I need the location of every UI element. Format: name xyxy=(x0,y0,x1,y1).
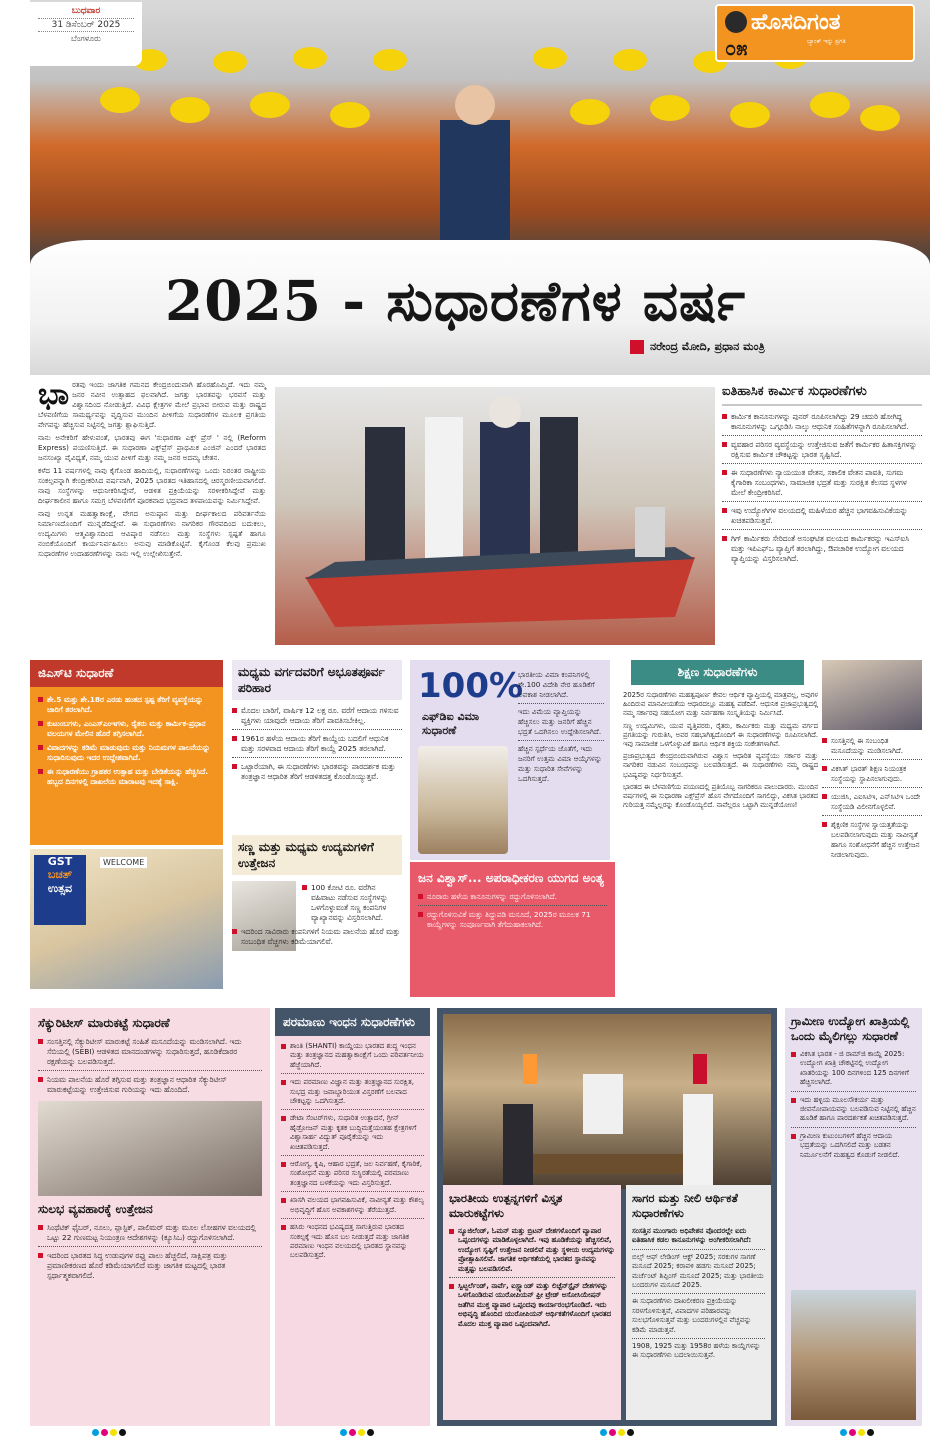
fdi-big: 100% xyxy=(418,666,524,706)
list-item: ಹಸಿರು ಇಂಧನದ ಭವಿಷ್ಯದತ್ತ ಸಾಗುತ್ತಿರುವ ಭಾರತದ ಸಂಕಲ್ಪಕ್ಕೆ ಇದು ಹೊಸ ಬಲ ನೀಡುತ್ತದೆ ಮತ್ತು ಜಾಗತಿಕ ಪರಮಾಣು ಇಂಧನ ವಲಯದಲ್ಲಿ ಭಾರತದ ಸ್ಥಾನವನ್ನು ಬಲಪಡಿಸುತ್ತದೆ. xyxy=(281,1223,424,1261)
list-item: 1961ರ ಹಳೆಯ ಆದಾಯ ತೆರಿಗೆ ಕಾಯ್ದೆಯ ಬದಲಿಗೆ ಆಧುನಿಕ ಮತ್ತು ಸರಳವಾದ ಆದಾಯ ತೆರಿಗೆ ಕಾಯ್ದೆ 2025 ತರಲಾಗಿದೆ. xyxy=(232,734,402,758)
gst-banner xyxy=(34,855,86,925)
list-item: ಈ ಸುಧಾರಣೆಗಳು ನ್ಯಾಯಯುತ ವೇತನ, ಸಕಾಲಿಕ ವೇತನ ಪಾವತಿ, ಸುಗಮ ಕೈಗಾರಿಕಾ ಸಂಬಂಧಗಳು, ಸಾಮಾಜಿಕ ಭದ್ರತೆ ಮತ್ತು ಸುರಕ್ಷಿತ ಕೆಲಸದ ಸ್ಥಳಗಳ ಮೇಲೆ ಕೇಂದ್ರೀಕರಿಸಿವೆ. xyxy=(722,468,922,502)
list-item: ಒಟ್ಟಾರೆಯಾಗಿ, ಈ ಸುಧಾರಣೆಗಳು ಭಾರತವನ್ನು ಪಾರದರ್ಶಕ ಮತ್ತು ತಂತ್ರಜ್ಞಾನ ಆಧಾರಿತ ತೆರಿಗೆ ಆಡಳಿತದತ್ತ ಕೊಂಡೊಯ್ಯುತ್ತವೆ. xyxy=(232,762,402,782)
fdi-sub: ಎಫ್‌ಡಿಐ ವಿಮಾ ಸುಧಾರಣೆ xyxy=(422,710,479,737)
nuclear-title: ಪರಮಾಣು ಇಂಧನ ಸುಧಾರಣೆಗಳು xyxy=(275,1008,430,1036)
list-item: ಸಿಂಥೆಟಿಕ್ ಫೈಬರ್, ನೂಲು, ಪ್ಲಾಸ್ಟಿಕ್, ಪಾಲಿಮರ್ ಮತ್ತು ಮೂಲ ಲೋಹಗಳ ವಲಯದಲ್ಲಿ ಒಟ್ಟು 22 ಗುಣಮಟ್ಟ ನಿಯಂತ್ರಣ ಆದೇಶಗಳನ್ನು (ಕ್ಯೂಸಿಒ) ರದ್ದುಗೊಳಿಸಲಾಗಿದೆ. xyxy=(38,1223,262,1247)
list-item: ವ್ಯವಹಾರ ಪರಿಸರ ವ್ಯವಸ್ಥೆಯನ್ನು ಉತ್ತೇಜಿಸುವ ಜತೆಗೆ ಕಾರ್ಮಿಕರ ಹಿತಾಸಕ್ತಿಗಳನ್ನು ರಕ್ಷಿಸುವ ಕಾರ್ಮಿಕ ಚೌಕಟ್ಟನ್ನು ಭಾರತ ಸೃಷ್ಟಿಸಿದೆ. xyxy=(722,440,922,464)
sea-para-2: ಈ ಸುಧಾರಣೆಗಳು ದಾಖಲೀಕರಣ ಪ್ರಕ್ರಿಯೆಯನ್ನು ಸರಳಗೊಳಿಸುತ್ತವೆ, ವಿವಾದಗಳ ಪರಿಹಾರವನ್ನು ಸುಲಭಗೊಳಿಸುತ್ತವೆ ಮತ್ತು ಬಂದರುಗಳಲ್ಲಿನ ವೆಚ್ಚವನ್ನು ಕಡಿಮೆ ಮಾಡುತ್ತವೆ. xyxy=(632,1294,765,1339)
logo-emblem-icon xyxy=(725,11,747,33)
middle-class-panel xyxy=(232,660,402,850)
rural-workers-photo xyxy=(791,1290,916,1420)
color-marks xyxy=(92,1429,126,1437)
lead-para-1: ರತವು ಇಂದು ಜಾಗತಿಕ ಗಮನದ ಕೇಂದ್ರಬಿಂದುವಾಗಿ ಹೊರಹೊಮ್ಮಿದೆ. ಇದು ನಮ್ಮ ಜನರ ನವೀನ ಉತ್ಸಾಹದ ಫಲವಾಗಿದೆ. ಜಗತ್ತು ಭಾರತವನ್ನು ಭರವಸೆ ಮತ್ತು ವಿಶ್ವಾಸದಿಂದ ನೋಡುತ್ತಿದೆ. ವಿವಿಧ ಕ್ಷೇತ್ರಗಳ ಮೇಲೆ ಪ್ರಭಾವ ಬೀರುವ ಮತ್ತು ರಾಷ್ಟ್ರದ ಬೆಳವಣಿಗೆಯ ಸಾಮರ್ಥ್ಯವನ್ನು ವೃದ್ಧಿಸುವ ಮುಂದಿನ ಪೀಳಿಗೆಯ ಸುಧಾರಣೆಗಳ ಮೂಲಕ ಪ್ರಗತಿಯ ವೇಗವನ್ನು ಹೆಚ್ಚಿಸುವ ನಿಟ್ಟಿನಲ್ಲಿ ಜಗತ್ತು ಶ್ಲಾಘಿಸುತ್ತಿದೆ. xyxy=(38,380,266,429)
list-item: ಕಾರ್ಮಿಕ ಕಾನೂನುಗಳನ್ನು ಪುನರ್ ರೂಪಿಸಲಾಗಿದ್ದು 29 ಚದುರಿ ಹೋಗಿದ್ದ ಕಾನೂನುಗಳನ್ನು ಒಗ್ಗೂಡಿಸಿ ನಾಲ್ಕು ಆಧುನಿಕ ಸಂಹಿತೆಗಳನ್ನಾಗಿ ರೂಪಿಸಲಾಗಿದೆ. xyxy=(722,412,922,436)
list-item: ವಿಕಸಿತ ಭಾರತ - ಜಿ ರಾಮ್‌ಜಿ ಕಾಯ್ದೆ 2025: ಉದ್ಯೋಗ ಖಾತ್ರಿ ಚೌಕಟ್ಟಿನಲ್ಲಿ ಉದ್ಯೋಗ ಖಾತರಿಯನ್ನು 100 ದಿನಗಳಿಂದ 125 ದಿನಗಳಿಗೆ ಹೆಚ್ಚಿಸಲಾಗಿದೆ. xyxy=(791,1050,916,1092)
rural-title: ಗ್ರಾಮೀಣ ಉದ್ಯೋಗ ಖಾತ್ರಿಯಲ್ಲಿ ಒಂದು ಮೈಲಿಗಲ್ಲು ಸುಧಾರಣೆ xyxy=(791,1014,910,1043)
dateline xyxy=(30,2,142,66)
list-item: ಇದು ಹಳ್ಳಿಯ ಮೂಲಸೌಕರ್ಯ ಮತ್ತು ಜೀವನೋಪಾಯವನ್ನು ಬಲಪಡಿಸುವ ನಿಟ್ಟಿನಲ್ಲಿ ಹೆಚ್ಚಿನ ಹೂಡಿಕೆ ಹಾಗೂ ಪಾರದರ್ಶಕತೆ ಖಚಿತಪಡಿಸುತ್ತದೆ. xyxy=(791,1096,916,1128)
list-item: ಖಾಸಗಿ ವಲಯದ ಭಾಗವಹಿಸುವಿಕೆ, ನಾವೀನ್ಯತೆ ಮತ್ತು ಕೌಶಲ್ಯ ಅಭಿವೃದ್ಧಿಗೆ ಹೊಸ ಅವಕಾಶಗಳನ್ನು ತೆರೆಯುತ್ತದೆ. xyxy=(281,1196,424,1219)
trade-deal-photo xyxy=(443,1014,771,1189)
list-item: ನಿಯಮ ಪಾಲನೆಯ ಹೊರೆ ತಗ್ಗಿಸುವ ಮತ್ತು ತಂತ್ರಜ್ಞಾನ ಆಧಾರಿತ ಸೆಕ್ಯುರಿಟೀಸ್ ಮಾರುಕಟ್ಟೆಯನ್ನು ಉತ್ತೇಜಿಸುವ ಗುರಿಯನ್ನು ಇದು ಹೊಂದಿದೆ. xyxy=(38,1075,262,1095)
page-title: 2025 - ಸುಧಾರಣೆಗಳ ವರ್ಷ xyxy=(165,268,746,333)
education-para-1: 2025ರ ಸುಧಾರಣೆಗಳು ಮಹತ್ವಪೂರ್ಣ ಕೇವಲ ಆರ್ಥಿಕ ವ್ಯಾಪ್ತಿಯಲ್ಲಿ ಮಾತ್ರವಲ್ಲ, ಅವುಗಳ ಹಿಂದಿರುವ ಮಾನವೀಯತೆಯ ಆಧಾರದಲ್ಲೂ ಮಹತ್ವ ಪಡೆದಿವೆ. ಆಧುನಿಕ ಪ್ರಜಾಪ್ರಭುತ್ವದಲ್ಲಿ ನಮ್ಮ ಸರ್ಕಾರವು ಸಹಯೋಗ ಮತ್ತು ನಿರ್ವಹಣಾ ಸಂಸ್ಕೃತಿಯನ್ನು ನಿರ್ಮಿಸಿದೆ. xyxy=(623,691,818,718)
labour-list xyxy=(722,412,922,564)
sea-para-3: 1908, 1925 ಮತ್ತು 1958ರ ಹಳೆಯ ಕಾಯ್ದೆಗಳನ್ನು ಈ ಸುಧಾರಣೆಗಳು ಬದಲಾಯಿಸುತ್ತವೆ. xyxy=(632,1342,761,1360)
list-item: ಮೊದಲ ಬಾರಿಗೆ, ವಾರ್ಷಿಕ 12 ಲಕ್ಷ ರೂ. ವರೆಗೆ ಆದಾಯ ಗಳಿಸುವ ವ್ಯಕ್ತಿಗಳು ಯಾವುದೇ ಆದಾಯ ತೆರಿಗೆ ಪಾವತಿಸಬೇಕಿಲ್ಲ. xyxy=(232,706,402,730)
paper-name: ಹೊಸದಿಗಂತ xyxy=(751,10,841,35)
students-photo xyxy=(822,660,922,730)
coins-photo xyxy=(418,746,508,854)
list-item: ನ್ಯೂಜಿಲೆಂಡ್, ಓಮನ್ ಮತ್ತು ಬ್ರಿಟನ್ ದೇಶಗಳೊಂದಿಗೆ ವ್ಯಾಪಾರ ಒಪ್ಪಂದಗಳನ್ನು ಮಾಡಿಕೊಳ್ಳಲಾಗಿದೆ. ಇವು ಹೂಡಿಕೆಯನ್ನು ಹೆಚ್ಚಿಸಲಿವೆ, ಉದ್ಯೋಗ ಸೃಷ್ಟಿಗೆ ಉತ್ತೇಜನ ನೀಡಲಿವೆ ಮತ್ತು ಸ್ಥಳೀಯ ಉದ್ಯಮಗಳನ್ನು ಪ್ರೋತ್ಸಾಹಿಸಲಿವೆ. ಜಾಗತಿಕ ಆರ್ಥಿಕತೆಯಲ್ಲಿ ಭಾರತದ ಸ್ಥಾನವನ್ನು ಮತ್ತಷ್ಟು ಬಲಪಡಿಸಲಿವೆ. xyxy=(449,1227,615,1278)
middle-title: ಮಧ್ಯಮ ವರ್ಗದವರಿಗೆ ಅಭೂತಪೂರ್ವ ಪರಿಹಾರ xyxy=(232,660,402,700)
list-item: ವಿವಾದಗಳನ್ನು ಕಡಿಮೆ ಮಾಡುವುದು ಮತ್ತು ನಿಯಮಗಳ ಪಾಲನೆಯನ್ನು ಸುಧಾರಿಸುವುದು ಇದರ ಉದ್ದೇಶವಾಗಿದೆ. xyxy=(38,743,215,763)
lead-para-4: ನಾವು ಉನ್ನತ ಮಹತ್ವಾಕಾಂಕ್ಷೆ, ವೇಗದ ಅನುಷ್ಠಾನ ಮತ್ತು ದೀರ್ಘಕಾಲದ ಪರಿವರ್ತನೆಯ ನಿರ್ಮಾಣದೊಂದಿಗೆ ಮುನ್ನಡೆದಿದ್ದೇವೆ. ಈ ಸುಧಾರಣೆಗಳು ನಾಗರಿಕರ ಗೌರವದಿಂದ ಬದುಕಲು, ಉದ್ಯಮಿಗಳು ಆತ್ಮವಿಶ್ವಾಸದಿಂದ ಆವಿಷ್ಕಾರ ನಡೆಸಲು ಮತ್ತು ಸಂಸ್ಥೆಗಳು ಸ್ಪಷ್ಟತೆ ಹಾಗೂ ನಂಬಿಕೆಯೊಂದಿಗೆ ಕಾರ್ಯನಿರ್ವಹಿಸಲು ಅನುವು ಮಾಡಿಕೊಟ್ಟಿವೆ. ಕೈಗೊಂಡ ಕೆಲವು ಪ್ರಮುಖ ಸುಧಾರಣೆಗಳ ಉದಾಹರಣೆಗಳನ್ನು ನಾನು ಇಲ್ಲಿ ಉಲ್ಲೇಖಿಸುತ್ತೇನೆ. xyxy=(38,509,266,558)
lead-article xyxy=(38,377,266,650)
dropcap: ಭಾ xyxy=(38,377,70,412)
labour-title: ಐತಿಹಾಸಿಕ ಕಾರ್ಮಿಕ ಸುಧಾರಣೆಗಳು xyxy=(722,383,922,406)
market-panel xyxy=(443,1185,621,1420)
byline xyxy=(630,340,765,354)
fdi-para-1: ಭಾರತೀಯ ವಿಮಾ ಕಂಪನಿಗಳಲ್ಲಿ ಶೇ.100 ವಿದೇಶಿ ನೇರ ಹೂಡಿಕೆಗೆ ಅವಕಾಶ ನೀಡಲಾಗಿದೆ. xyxy=(518,670,604,704)
list-item: 100 ಕೋಟಿ ರೂ. ವರೆಗಿನ ವಹಿವಾಟು ನಡೆಸುವ ಸಂಸ್ಥೆಗಳನ್ನು ಒಳಗೊಳ್ಳುವಂತೆ ಸಣ್ಣ ಕಂಪನಿಗಳ ವ್ಯಾಖ್ಯಾನವನ್ನು ವಿಸ್ತರಿಸಲಾಗಿದೆ. xyxy=(302,883,402,923)
sea-para-1: ಬಿಲ್ಸ್ ಆಫ್ ಲೇಡಿಂಗ್ ಆಕ್ಟ್ 2025; ಸರಕುಗಳ ಸಾಗಣೆ ಮಸೂದೆ 2025; ಕರಾವಳಿ ಹಡಗು ಮಸೂದೆ 2025; ಮರ್ಚೆಂಟ್ ಶಿಪ್ಪಿಂಗ್ ಮಸೂದೆ 2025; ಮತ್ತು ಭಾರತೀಯ ಬಂದರುಗಳ ಮಸೂದೆ 2025. xyxy=(632,1250,765,1295)
list-item: ಇದರಿಂದ ಭಾರತದ ಸಿದ್ಧ ಉಡುಪುಗಳ ರಫ್ತು ಪಾಲು ಹೆಚ್ಚಲಿದೆ, ಸಾಕ್ಷಿಪತ್ರ ಮತ್ತು ಪ್ರಮಾಣೀಕರಣದ ಹೊರೆ ಕಡಿಮೆಯಾಗಲಿದೆ ಮತ್ತು ಜಾಗತಿಕ ಮಟ್ಟದಲ್ಲಿ ಭಾರತ ಸ್ಪರ್ಧಾತ್ಮಕವಾಗಲಿದೆ. xyxy=(38,1251,262,1281)
ship-illustration xyxy=(275,387,715,645)
dateline-day: ಬುಧವಾರ xyxy=(71,6,101,16)
color-marks xyxy=(840,1429,874,1437)
sea-bold: ಸಂಸತ್ತಿನ ಮುಂಗಾರು ಅಧಿವೇಶನ ವೊಂದರಲ್ಲೇ ಐದು ಐತಿಹಾಸಿಕ ಕಡಲ ಕಾನೂನುಗಳನ್ನು ಅಂಗೀಕರಿಸಲಾಗಿದೆ: xyxy=(632,1227,765,1250)
trade-title: ಸುಲಭ ವ್ಯವಹಾರಕ್ಕೆ ಉತ್ತೇಜನ xyxy=(38,1202,153,1216)
rural-panel xyxy=(785,1008,922,1426)
education-para-4: ಭಾರತದ ಈ ಬೆಳವಣಿಗೆಯ ಪಯಣದಲ್ಲಿ ಪ್ರತಿಯೊಬ್ಬ ನಾಗರಿಕರೂ ಪಾಲುದಾರರು. ಮುಂದಿನ ವರ್ಷಗಳಲ್ಲಿ ಈ ಸುಧಾರಣಾ ಎಕ್ಸ್‌ಪ್ರೆಸ್ ಹೊಸ ವೇಗದೊಂದಿಗೆ ಸಾಗಲಿದ್ದು, ವಿಕಸಿತ ಭಾರತದ ಗುರಿಯತ್ತ ನಮ್ಮೆಲ್ಲರನ್ನು ಕೊಂಡೊಯ್ಯಲಿದೆ. ನಾವೆಲ್ಲರೂ ಒಟ್ಟಾಗಿ ಮುನ್ನಡೆಯೋಣ! xyxy=(623,782,818,810)
gst-box xyxy=(30,687,223,845)
headline-band xyxy=(30,240,930,375)
gst-title: ಜಿಎಸ್‌ಟಿ ಸುಧಾರಣೆ xyxy=(30,660,223,687)
list-item: ಶಾಂತಿ (SHANTI) ಕಾಯ್ದೆಯು ಭಾರತದ ಶುದ್ಧ ಇಂಧನ ಮತ್ತು ತಂತ್ರಜ್ಞಾನದ ಮಹತ್ವಾಕಾಂಕ್ಷೆಗೆ ಒಂದು ಪರಿವರ್ತನೀಯ ಹೆಜ್ಜೆಯಾಗಿದೆ. xyxy=(281,1042,424,1074)
color-marks xyxy=(600,1429,634,1437)
lead-para-3: ಕಳೆದ 11 ವರ್ಷಗಳಲ್ಲಿ ನಾವು ಕೈಗೊಂಡ ಹಾದಿಯಲ್ಲಿ, ಸುಧಾರಣೆಗಳನ್ನು ಒಂದು ನಿರಂತರ ರಾಷ್ಟ್ರೀಯ ಸಂಕಲ್ಪವನ್ನಾಗಿ ಕೇಂದ್ರೀಕರಿಸಿದ ವರ್ಷವಾಗಿ, 2025 ಭಾರತದ ಇತಿಹಾಸದಲ್ಲಿ ಚಿರಸ್ಮರಣೀಯವಾಗಲಿದೆ. ನಾವು ಸಂಸ್ಥೆಗಳನ್ನು ಆಧುನೀಕರಿಸಿದ್ದೇವೆ, ಆಡಳಿತ ಪ್ರಕ್ರಿಯೆಯನ್ನು ಸರಳೀಕರಿಸಿದ್ದೇವೆ ಮತ್ತು ದೀರ್ಘಕಾಲೀನ ಹಾಗೂ ಸಮಗ್ರ ಬೆಳವಣಿಗೆಗೆ ಪೂರಕವಾದ ಭದ್ರವಾದ ತಳಪಾಯವನ್ನು ನಿರ್ಮಿಸಿದ್ದೇವೆ. xyxy=(38,466,266,505)
education-para-3: ಪ್ರಜಾಪ್ರಭುತ್ವದ ಕೇಂದ್ರಬಿಂದುವಾಗಿರುವ ವಿಶ್ವಾಸ ಆಧಾರಿತ ವ್ಯವಸ್ಥೆಯು ಸರ್ಕಾರ ಮತ್ತು ನಾಗರಿಕರ ನಡುವಿನ ಸಂಬಂಧವನ್ನು ಬಲಪಡಿಸುತ್ತದೆ. ಈ ಸುಧಾರಣೆಗಳು ನಮ್ಮ ರಾಷ್ಟ್ರದ ಭವಿಷ್ಯವನ್ನು ನಿರ್ಧರಿಸುತ್ತವೆ. xyxy=(623,752,818,779)
byline-marker xyxy=(630,340,644,354)
list-item: ಆರೋಗ್ಯ, ಕೃಷಿ, ಆಹಾರ ಭದ್ರತೆ, ಜಲ ನಿರ್ವಹಣೆ, ಕೈಗಾರಿಕೆ, ಸಂಶೋಧನೆ ಮತ್ತು ಪರಿಸರ ಸುಸ್ಥಿರತೆಯಲ್ಲಿ ಪರಮಾಣು ತಂತ್ರಜ್ಞಾನದ ಬಳಕೆಯನ್ನು ಇದು ವಿಸ್ತರಿಸುತ್ತದೆ. xyxy=(281,1160,424,1192)
jan-title: ಜನ ವಿಶ್ವಾಸ್... ಅಪರಾಧೀಕರಣ ಯುಗದ ಅಂತ್ಯ xyxy=(418,871,604,885)
list-item: ಇದರಿಂದ ಸಾವಿರಾರು ಕಂಪನಿಗಳಿಗೆ ನಿಯಮ ಪಾಲನೆಯ ಹೊರೆ ಮತ್ತು ಸಂಬಂಧಿತ ವೆಚ್ಚಗಳು ಕಡಿಮೆಯಾಗಲಿವೆ. xyxy=(232,927,402,947)
sebi-title: ಸೆಕ್ಯುರಿಟೀಸ್ ಮಾರುಕಟ್ಟೆ ಸುಧಾರಣೆ xyxy=(38,1016,170,1030)
color-marks xyxy=(340,1429,374,1437)
welcome-sign: WELCOME xyxy=(100,857,147,868)
securities-panel xyxy=(30,1008,270,1426)
dateline-city: ಬೆಂಗಳೂರು xyxy=(71,34,101,43)
ship-model-photo xyxy=(275,387,715,645)
gst-banner-mid: ಬಚತ್ xyxy=(47,868,73,881)
dateline-date: 31 ಡಿಸೆಂಬರ್ 2025 xyxy=(38,18,134,32)
list-item: ಯುಜಿಸಿ, ಎಐಸಿಟಿಇ, ಎನ್‌ಸಿಟಿಇ ಒಂದೇ ಸಂಸ್ಥೆಯಡಿ ವಿಲೀನಗೊಳ್ಳಲಿವೆ. xyxy=(822,792,922,816)
education-title: ಶಿಕ್ಷಣ ಸುಧಾರಣೆಗಳು xyxy=(631,660,804,685)
list-item: ಶೇ.5 ಮತ್ತು ಶೇ.18ರ ಎರಡು ಹಂತದ ಸ್ಪಷ್ಟ ತೆರಿಗೆ ವ್ಯವಸ್ಥೆಯನ್ನು ಜಾರಿಗೆ ತರಲಾಗಿದೆ. xyxy=(38,695,215,715)
list-item: ರದ್ದುಗೊಳಿಸುವಿಕೆ ಮತ್ತು ತಿದ್ದುಪಡಿ ಮಸೂದೆ, 2025ರ ಮೂಲಕ 71 ಕಾಯ್ದೆಗಳನ್ನು ಸಂಪೂರ್ಣವಾಗಿ ತೆಗೆದುಹಾಕಲಾಗಿದೆ. xyxy=(418,910,607,930)
list-item: ಶೈಕ್ಷಣಿಕ ಸಂಸ್ಥೆಗಳ ಸ್ವಾಯತ್ತತೆಯನ್ನು ಬಲಪಡಿಸಲಾಗುವುದು ಮತ್ತು ನಾವೀನ್ಯತೆ ಹಾಗೂ ಸಂಶೋಧನೆಗೆ ಹೆಚ್ಚಿನ ಉತ್ತೇಜನ ನೀಡಲಾಗುವುದು. xyxy=(822,820,922,860)
education-sidebar xyxy=(822,660,922,1000)
textile-photo xyxy=(38,1101,262,1196)
list-item: ಈ ಸುಧಾರಣೆಯು ಗ್ರಾಹಕರ ಉತ್ಸಾಹ ಮತ್ತು ಬೇಡಿಕೆಯನ್ನು ಹೆಚ್ಚಿಸಿದೆ. ಹಬ್ಬದ ದಿನಗಳಲ್ಲಿ ದಾಖಲೆಯ ಮಾರಾಟವು ಇದಕ್ಕೆ ಸಾಕ್ಷಿ. xyxy=(38,767,215,787)
lead-para-2: ನಾನು ಅನೇಕರಿಗೆ ಹೇಳುವಂತೆ, ಭಾರತವು ಈಗ 'ಸುಧಾರಣಾ ಎಕ್ಸ್ ಪ್ರೆಸ್ ' ನಲ್ಲಿ (Reform Express) ಪಯಣಿಸುತ್ತಿದೆ. ಈ ಸುಧಾರಣಾ ಎಕ್ಸ್‌ಪ್ರೆಸ್ ಪ್ರಾಥಮಿಕ ಎಂಜಿನ್ ಎಂದರೆ ಭಾರತದ ಜನಸಂಖ್ಯಾ ವೈವಿಧ್ಯತೆ, ನಮ್ಮ ಯುವ ಪೀಳಿಗೆ ಮತ್ತು ನಮ್ಮ ಜನರ ಅದಮ್ಯ ಚೇತನ. xyxy=(38,433,266,462)
sea-title: ಸಾಗರ ಮತ್ತು ನೀಲಿ ಆರ್ಥಿಕತೆ ಸುಧಾರಣೆಗಳು xyxy=(632,1191,738,1220)
market-title: ಭಾರತೀಯ ಉತ್ಪನ್ನಗಳಿಗೆ ವಿಸ್ತೃತ ಮಾರುಕಟ್ಟೆಗಳು xyxy=(449,1191,563,1220)
msme-title: ಸಣ್ಣ ಮತ್ತು ಮಧ್ಯಮ ಉದ್ಯಮಗಳಿಗೆ ಉತ್ತೇಜನ xyxy=(232,835,402,875)
list-item: ಇವು ಉದ್ಯೋಗಿಗಳ ವಲಯದಲ್ಲಿ ಮಹಿಳೆಯರ ಹೆಚ್ಚಿನ ಭಾಗವಹಿಸುವಿಕೆಯನ್ನು ಖಚಿತಪಡಿಸುತ್ತವೆ. xyxy=(722,506,922,530)
fdi-text xyxy=(518,670,604,784)
fdi-para-2: ಇದು ವಿಮೆಯ ವ್ಯಾಪ್ತಿಯನ್ನು ಹೆಚ್ಚಿಸಲು ಮತ್ತು ಜನರಿಗೆ ಹೆಚ್ಚಿನ ಭದ್ರತೆ ಒದಗಿಸಲು ಉದ್ದೇಶಿಸಲಾಗಿದೆ. xyxy=(518,704,604,741)
list-item: ಗ್ರಾಮೀಣ ಕುಟುಂಬಗಳಿಗೆ ಹೆಚ್ಚಿನ ಆದಾಯ ಭದ್ರತೆಯನ್ನು ಒದಗಿಸಲಿದೆ ಮತ್ತು ಬಡತನ ನಿರ್ಮೂಲನೆಗೆ ಮಹತ್ವದ ಕೊಡುಗೆ ನೀಡಲಿದೆ. xyxy=(791,1132,916,1160)
paper-tagline: ಬ್ಯಾಂಕ್ ಇನ್ನು ಪ್ರಗತಿ xyxy=(807,38,846,45)
gst-banner-bot: ಉತ್ಸವ xyxy=(47,882,73,895)
meeting-illustration xyxy=(443,1014,771,1189)
nuclear-panel xyxy=(275,1008,430,1426)
byline-text: ನರೇಂದ್ರ ಮೋದಿ, ಪ್ರಧಾನ ಮಂತ್ರಿ xyxy=(650,340,765,353)
education-para-2: ಸಣ್ಣ ಉದ್ಯಮಿಗಳು, ಯುವ ವೃತ್ತಿಪರರು, ರೈತರು, ಕಾರ್ಮಿಕರು ಮತ್ತು ಮಧ್ಯಮ ವರ್ಗದ ಪ್ರಗತಿಯನ್ನು ಗುರುತಿಸಿ, ಅವರ ಸಹಭಾಗಿತ್ವದೊಂದಿಗೆ ಈ ಸುಧಾರಣೆಗಳನ್ನು ರೂಪಿಸಲಾಗಿದೆ. ಇವು ಸಾಮಾಜಿಕ ಒಳಗೊಳ್ಳುವಿಕೆ ಹಾಗೂ ಆರ್ಥಿಕ ಶಕ್ತಿಯ ಸಂಕೇತಗಳಾಗಿವೆ. xyxy=(623,721,818,749)
list-item: ಸಂಸತ್ತಿನಲ್ಲಿ ಸೆಕ್ಯುರಿಟೀಸ್ ಮಾರುಕಟ್ಟೆ ಸಂಹಿತೆ ಮಸೂದೆಯನ್ನು ಮಂಡಿಸಲಾಗಿದೆ. ಇದು ಸೆಬಿಯಲ್ಲಿ (SEBI) ಆಡಳಿತದ ಮಾನದಂಡಗಳನ್ನು ಸುಧಾರಿಸುತ್ತದೆ, ಹೂಡಿಕೆದಾರರ ರಕ್ಷಣೆಯನ್ನು ಬಲಪಡಿಸುತ್ತದೆ. xyxy=(38,1037,262,1071)
list-item: ಗಿಗ್ ಕಾರ್ಮಿಕರು ಸೇರಿದಂತೆ ಅಸಂಘಟಿತ ವಲಯದ ಕಾರ್ಮಿಕರನ್ನು ಇಎಸ್‌ಐಸಿ ಮತ್ತು ಇಪಿಎಫ್‌ಒ ವ್ಯಾಪ್ತಿಗೆ ತರಲಾಗಿದ್ದು, ಔಪಚಾರಿಕ ಉದ್ಯೋಗ ವಲಯದ ವ್ಯಾಪ್ತಿಯನ್ನು ವಿಸ್ತರಿಸಲಾಗಿದೆ. xyxy=(722,534,922,564)
list-item: ನೂರಾರು ಹಳೆಯ ಕಾನೂನುಗಳನ್ನು ರದ್ದುಗೊಳಿಸಲಾಗಿದೆ. xyxy=(418,892,607,906)
list-item: ಇದು ಪರಮಾಣು ವಿಜ್ಞಾನ ಮತ್ತು ತಂತ್ರಜ್ಞಾನದ ಸುರಕ್ಷಿತ, ಸುಭದ್ರ ಮತ್ತು ಜವಾಬ್ದಾರಿಯುತ ವಿಸ್ತರಣೆಗೆ ಬಲವಾದ ಚೌಕಟ್ಟನ್ನು ಒದಗಿಸುತ್ತದೆ. xyxy=(281,1078,424,1110)
jan-vishwas-panel xyxy=(410,862,615,997)
list-item: ಡೇಟಾ ಸೆಂಟರ್‌ಗಳು, ಸುಧಾರಿತ ಉತ್ಪಾದನೆ, ಗ್ರೀನ್ ಹೈಡ್ರೋಜನ್ ಮತ್ತು ಕೃತಕ ಬುದ್ಧಿಮತ್ತೆಯಂತಹ ಕ್ಷೇತ್ರಗಳಿಗೆ ವಿಶ್ವಾಸಾರ್ಹ ವಿದ್ಯುತ್ ಪೂರೈಕೆಯನ್ನು ಇದು ಖಚಿತಪಡಿಸುತ್ತದೆ. xyxy=(281,1114,424,1156)
gst-panel xyxy=(30,660,223,1000)
msme-panel xyxy=(232,835,402,1000)
gst-banner-top: GST xyxy=(47,855,73,868)
list-item: ಕುಟುಂಬಗಳು, ಎಂಎಸ್‌ಎಂಇಗಳು, ರೈತರು ಮತ್ತು ಕಾರ್ಮಿಕ-ಪ್ರಧಾನ ವಲಯಗಳ ಮೇಲಿನ ಹೊರೆ ತಗ್ಗಿಸಲಾಗಿದೆ. xyxy=(38,719,215,739)
labour-reforms xyxy=(722,383,922,653)
fdi-para-3: ಹೆಚ್ಚಿನ ಸ್ಪರ್ಧೆಯ ಜೊತೆಗೆ, ಇದು ಜನರಿಗೆ ಉತ್ತಮ ವಿಮಾ ಆಯ್ಕೆಗಳನ್ನು ಮತ್ತು ಸುಧಾರಿತ ಸೇವೆಗಳನ್ನು ಒದಗಿಸುತ್ತದೆ. xyxy=(518,744,603,783)
paper-logo xyxy=(715,4,915,62)
fdi-panel xyxy=(410,660,610,860)
list-item: ವಿಕಸಿತ್ ಭಾರತ್ ಶಿಕ್ಷಣ ನಿಯಂತ್ರಕ ಸಂಸ್ಥೆಯನ್ನು ಸ್ಥಾಪಿಸಲಾಗುವುದು. xyxy=(822,764,922,788)
list-item: ಸ್ವಿಟ್ಜರ್ಲೆಂಡ್, ನಾರ್ವೆ, ಐಸ್ಲ್ಯಾಂಡ್ ಮತ್ತು ಲಿಚ್ಟೆನ್‌ಸ್ಟೈನ್ ದೇಶಗಳನ್ನು ಒಳಗೊಂಡಿರುವ ಯುರೋಪಿಯನ್ ಫ್ರೀ ಟ್ರೇಡ್ ಅಸೋಸಿಯೇಷನ್ ಜತೆಗಿನ ಮುಕ್ತ ವ್ಯಾಪಾರ ಒಪ್ಪಂದವು ಕಾರ್ಯಾರಂಭಗೊಂಡಿದೆ. ಇದು ಅಭಿವೃದ್ಧಿ ಹೊಂದಿದ ಯುರೋಪಿಯನ್ ಆರ್ಥಿಕತೆಗಳೊಂದಿಗೆ ಭಾರತದ ಮೊದಲ ಮುಕ್ತ ವ್ಯಾಪಾರ ಒಪ್ಪಂದವಾಗಿದೆ. xyxy=(449,1282,615,1329)
sea-panel xyxy=(626,1185,771,1420)
education-panel xyxy=(623,660,818,1000)
page-number: ೦೫ xyxy=(725,36,748,60)
gst-event-photo xyxy=(30,849,223,989)
list-item: ಸಂಸತ್ತಿನಲ್ಲಿ ಈ ಸಂಬಂಧಿತ ಮಸೂದೆಯನ್ನು ಮಂಡಿಸಲಾಗಿದೆ. xyxy=(822,736,922,760)
